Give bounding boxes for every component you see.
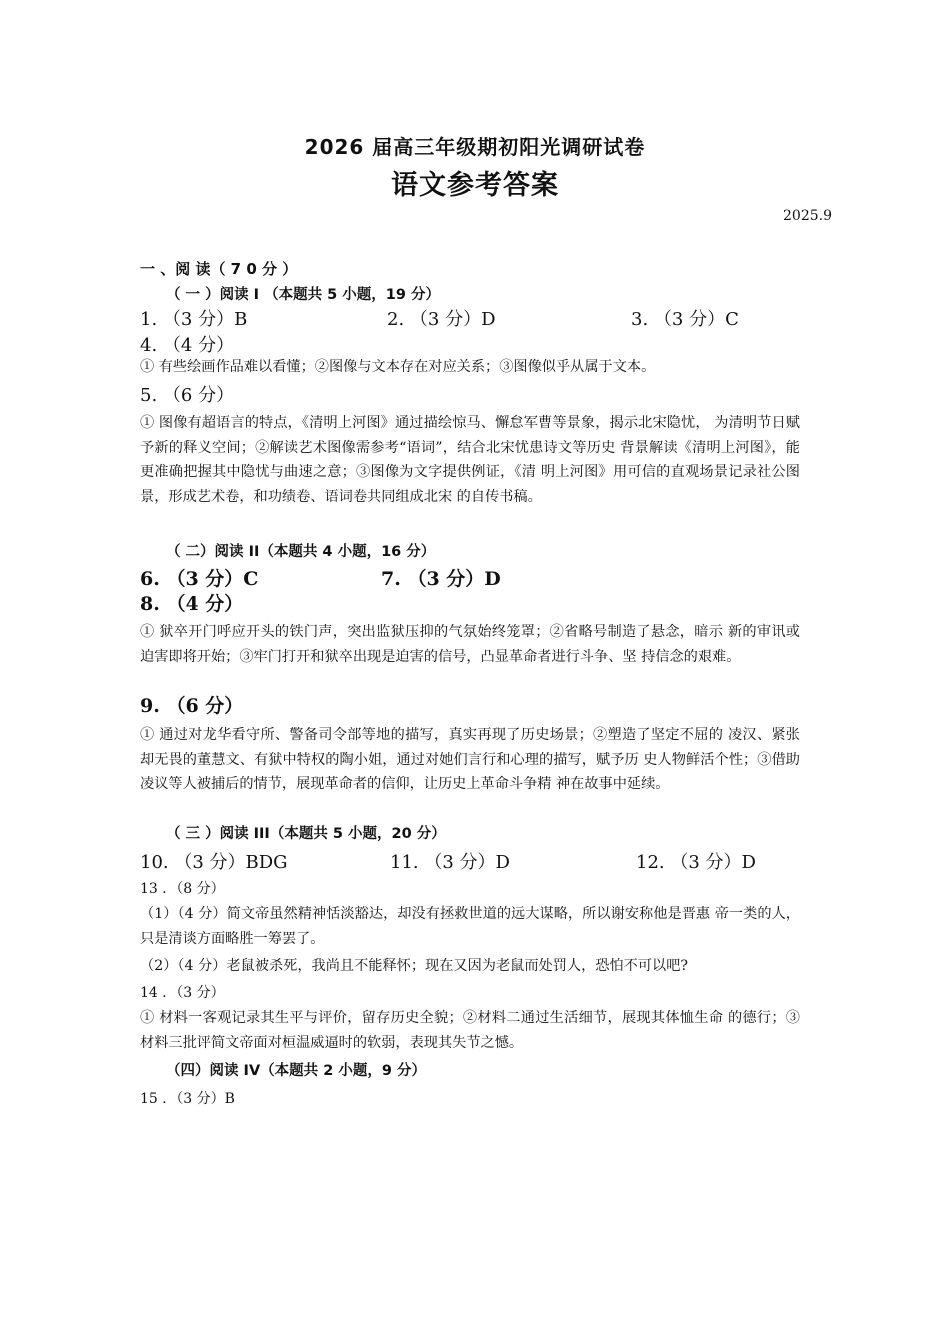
- answer-q9-text: ① 通过对龙华看守所、警备司令部等地的描写，真实再现了历史场景；②塑造了坚定不屈的 凌汉、紧张却无畏的董慧文、有狱中特权的陶小姐，通过对她们言行和心理的描写，赋予历 史人物鲜活个性；③借助凌议等人被捕后的情节，展现革命者的信仰，让历史上革命斗争精 神在故事中延续。: [140, 727, 800, 792]
- answer-q2: 2. （3 分）D: [387, 309, 496, 330]
- answer-q13: 13 ．（8 分）: [140, 881, 225, 897]
- answer-q13-part2: （2）（4 分）老鼠被杀死，我尚且不能释怀；现在又因为老鼠而处罚人，恐怕不可以吧?: [140, 958, 689, 974]
- exam-title: 2026 届高三年级期初阳光调研试卷: [304, 135, 646, 159]
- answer-q14: 14 ．（3 分）: [140, 985, 225, 1001]
- answer-q1: 1. （3 分）B: [140, 309, 248, 330]
- answer-q9: 9. （6 分）: [140, 695, 244, 717]
- answer-q5: 5. （6 分）: [140, 385, 235, 406]
- part3-heading: （ 三 ）阅读 III（本题共 5 小题，20 分）: [166, 826, 446, 842]
- page-title: 语文参考答案: [391, 170, 559, 201]
- answer-q8-text: ① 狱卒开门呼应开头的铁门声，突出监狱压抑的气氛始终笼罩；②省略号制造了悬念，暗示 新的审讯或迫害即将开始；③牢门打开和狱卒出现是迫害的信号，凸显革命者进行斗争、坚 持信念的艰难。: [140, 624, 800, 665]
- answer-q3: 3. （3 分）C: [631, 309, 739, 330]
- date-label: 2025.9: [783, 208, 832, 224]
- part2-heading: （ 二）阅读 II（本题共 4 小题，16 分）: [166, 544, 436, 560]
- section-heading-reading: 一 、阅 读（ 7 0 分 ）: [140, 260, 298, 278]
- answer-q15: 15 ．（3 分）B: [140, 1091, 235, 1107]
- part4-heading: （四）阅读 IV（本题共 2 小题，9 分）: [166, 1063, 426, 1079]
- answer-q14-text: ① 材料一客观记录其生平与评价，留存历史全貌；②材料二通过生活细节，展现其体恤生命 的德行；③材料三批评简文帝面对桓温威逼时的软弱，表现其失节之憾。: [140, 1010, 800, 1051]
- answer-q4-text: ① 有些绘画作品难以看懂；②图像与文本存在对应关系；③图像似乎从属于文本。: [140, 359, 656, 375]
- answer-q5-text: ① 图像有超语言的特点，《清明上河图》通过描绘惊马、懈怠军曹等景象，揭示北宋隐忧， 为清明节日赋予新的释义空间；②解读艺术图像需参考“语词”，结合北宋忧患诗文等历史 背景解读《清明上河图》，能更准确把握其中隐忧与曲速之意；③图像为文字提供例证，《清 明上河图》用可信的直观场景记录社公图景，形成艺术卷，和功绩卷、语词卷共同组成北宋 的自传书稿。: [140, 415, 800, 505]
- answer-q13-part1: （1）（4 分）简文帝虽然精神恬淡豁达，却没有拯救世道的远大谋略，所以谢安称他是晋惠 帝一类的人，只是清谈方面略胜一筹罢了。: [140, 906, 800, 947]
- answer-q12: 12. （3 分）D: [636, 852, 756, 873]
- answer-q6: 6. （3 分）C: [140, 568, 259, 590]
- answer-q10: 10. （3 分）BDG: [140, 852, 288, 873]
- answer-q8: 8. （4 分）: [140, 593, 244, 615]
- answer-q7: 7. （3 分）D: [381, 568, 501, 590]
- answer-q4: 4. （4 分）: [140, 335, 235, 356]
- part1-heading: （ 一 ）阅读 I （本题共 5 小题，19 分）: [166, 287, 440, 303]
- answer-q11: 11. （3 分）D: [390, 852, 510, 873]
